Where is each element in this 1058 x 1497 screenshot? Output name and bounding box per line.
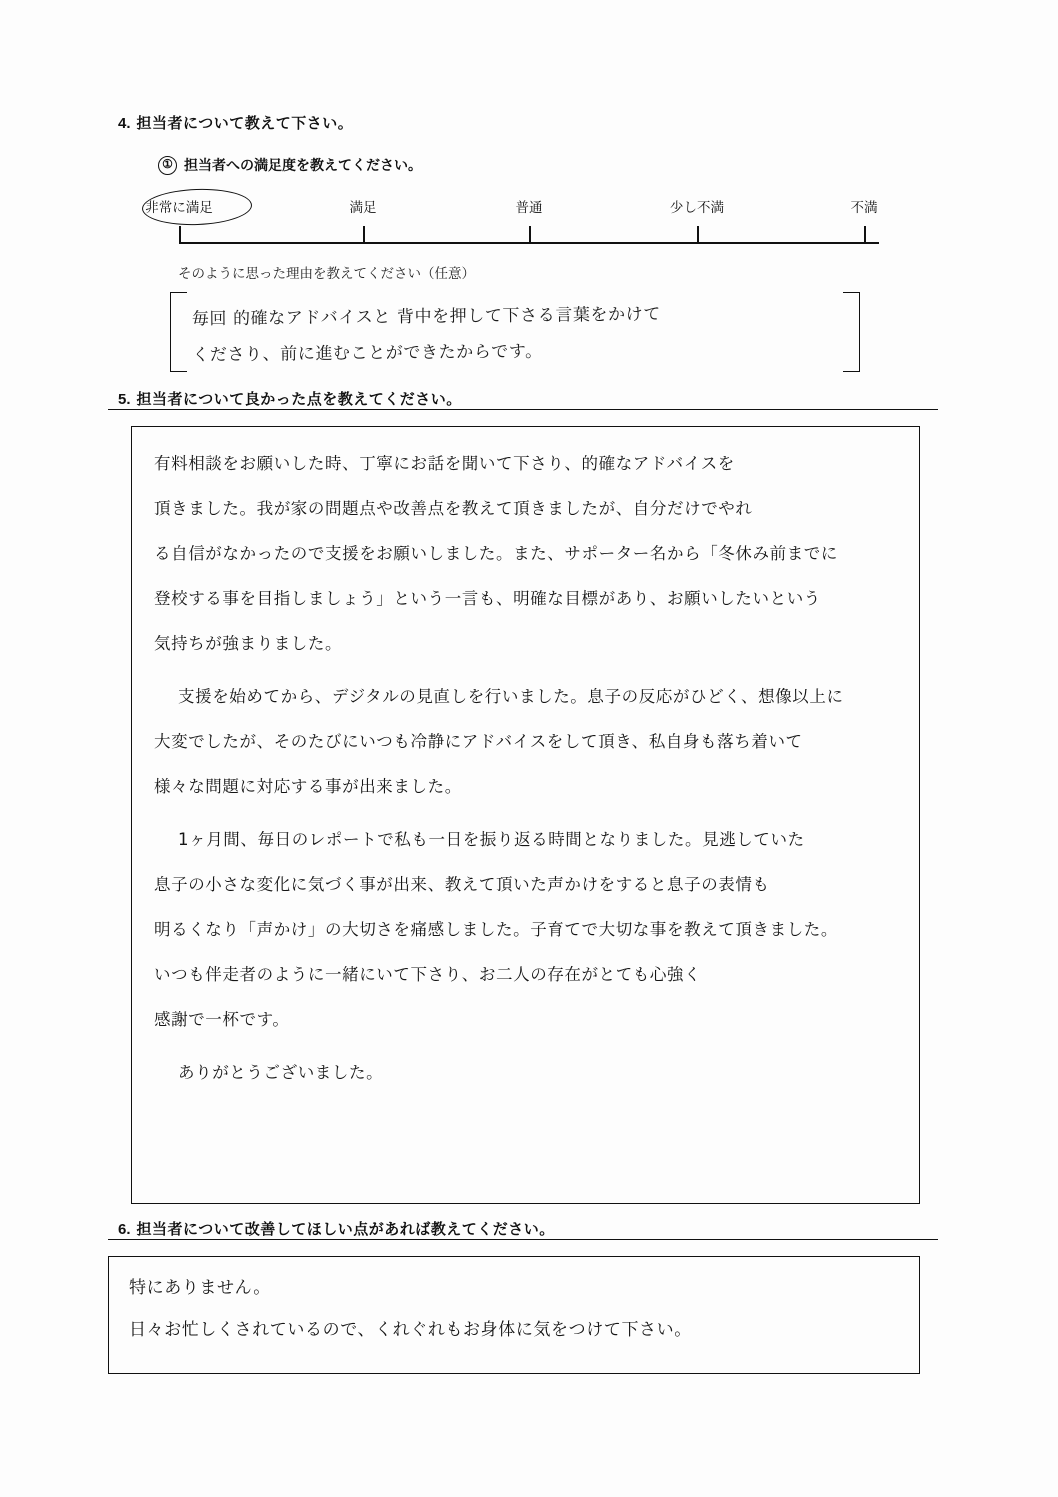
answer-line-8: 様々な問題に対応する事が出来ました。 [154,777,462,796]
section-4-number: 4. [118,115,131,132]
answer-line-12: いつも伴走者のように一緒にいて下さり、お二人の存在がとても心強く [154,965,702,984]
reason-line-1: 毎回 的確なアドバイスと 背中を押して下さる言葉をかけて [191,304,662,330]
answer-line-4: 登校する事を目指しましょう」という一言も、明確な目標があり、お願いしたいという [154,589,821,608]
answer-line-5: 気持ちが強まりました。 [154,634,343,653]
section-6-answer-box[interactable] [108,1256,920,1374]
sub-question-number: ① [158,156,177,175]
scale-option-dissatisfied[interactable]: 不満 [850,200,878,215]
section-5-answer-box[interactable] [131,426,920,1204]
scale-option-satisfied[interactable]: 満足 [349,200,377,215]
section-6-divider [108,1239,938,1240]
section-5-number: 5. [118,391,131,408]
scale-option-very-satisfied[interactable]: 非常に満足 [145,200,213,215]
answer-line-10: 息子の小さな変化に気づく事が出来、教えて頂いた声かけをすると息子の表情も [154,875,770,894]
answer-line-9: 1ヶ月間、毎日のレポートで私も一日を振り返る時間となりました。見逃していた [178,830,805,849]
paragraph-gap-2 [154,811,901,819]
answer-line-13: 感謝で一杯です。 [154,1010,290,1029]
scale-tick-4 [697,226,699,244]
improvement-line-2: 日々お忙しくされているので、くれぐれもお身体に気をつけて下さい。 [129,1320,692,1340]
reason-handwritten-answer [192,295,839,374]
improvement-line-1: 特にありません。 [129,1278,271,1298]
section-4 [118,112,948,175]
scale-tick-2 [363,226,365,244]
section-4-heading [118,112,948,133]
section-5-title: 担当者について良かった点を教えてください。 [136,391,462,408]
section-6-title: 担当者について改善してほしい点があれば教えてください。 [136,1221,555,1238]
sub-question-title: 担当者への満足度を教えてください。 [184,157,422,173]
satisfaction-scale[interactable] [145,196,892,256]
section-4-subquestion [158,155,948,175]
answer-line-14: ありがとうございました。 [178,1063,384,1082]
section-5-handwritten-answer [154,443,901,1097]
bracket-left [170,292,187,372]
section-6-number: 6. [118,1221,131,1238]
scale-tick-1 [179,226,181,244]
answer-line-2: 頂きました。我が家の問題点や改善点を教えて頂きましたが、自分だけでやれ [154,499,753,518]
bracket-right [843,292,860,372]
selected-option-ellipse-mark [141,187,252,227]
answer-line-3: る自信がなかったので支援をお願いしました。また、サポーター名から「冬休み前までに [154,544,838,563]
scale-option-slightly-dissatisfied[interactable]: 少し不満 [670,200,724,215]
answer-line-11: 明るくなり「声かけ」の大切さを痛感しました。子育てで大切な事を教えて頂きました。 [154,920,838,939]
section-5-heading [118,388,462,409]
answer-line-1: 有料相談をお願いした時、丁寧にお話を聞いて下さり、的確なアドバイスを [154,454,735,473]
reason-hint-label: そのように思った理由を教えてください（任意） [178,266,475,281]
section-5-divider [108,409,938,410]
section-6-heading [118,1218,555,1239]
scale-tick-3 [529,226,531,244]
paragraph-gap-3 [154,1044,901,1052]
section-4-title: 担当者について教えて下さい。 [136,115,354,132]
scale-labels [145,196,892,218]
section-6-handwritten-answer [129,1267,903,1351]
paragraph-gap-1 [154,668,901,676]
scale-option-neutral[interactable]: 普通 [515,200,543,215]
answer-line-6: 支援を始めてから、デジタルの見直しを行いました。息子の反応がひどく、想像以上に [178,687,844,706]
reason-answer-box [170,292,860,370]
reason-line-2: くださり、前に進むことができたからです。 [192,341,543,366]
answer-line-7: 大変でしたが、そのたびにいつも冷静にアドバイスをして頂き、私自身も落ち着いて [154,732,803,751]
scale-tick-5 [864,226,866,244]
